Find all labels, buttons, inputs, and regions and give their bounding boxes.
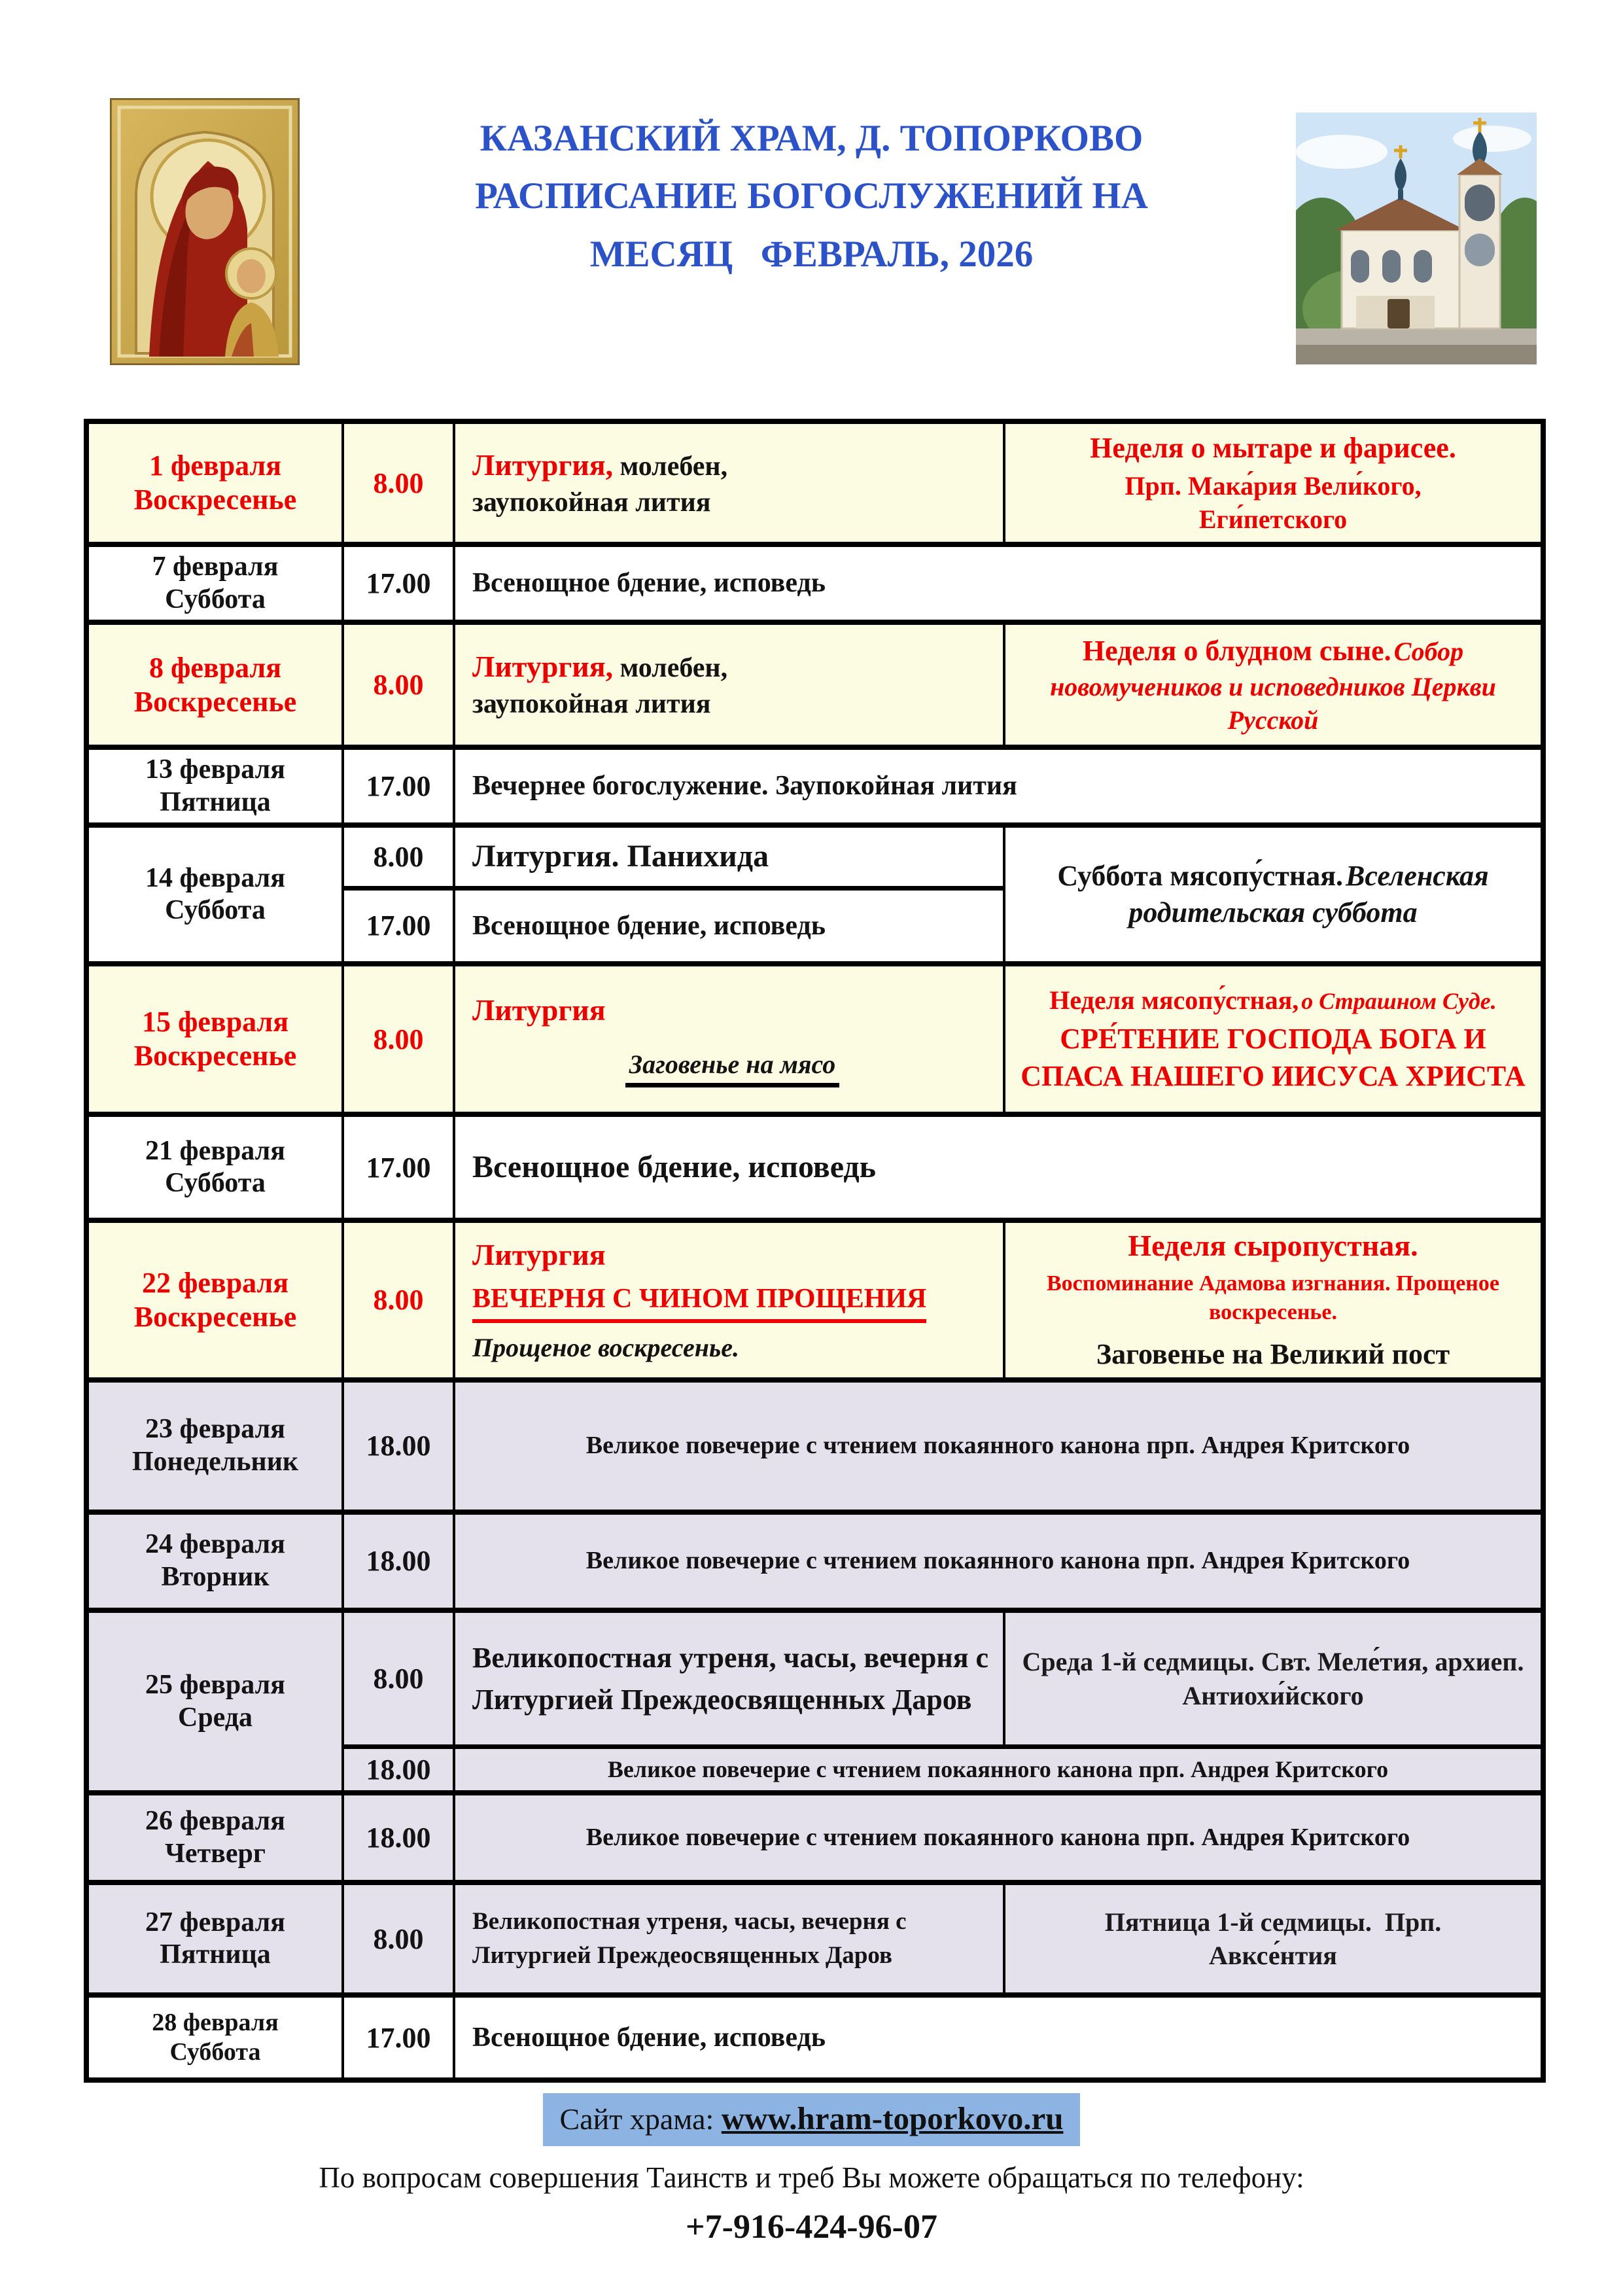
date-text: 24 февраля <box>145 1529 285 1560</box>
feast-title: Пятница 1-й седмицы. Прп. Авксе́нтия <box>1104 1907 1442 1971</box>
service-cell: Великое повечерие с чтением покаянного канона прп. Андрея Критского <box>454 1747 1543 1793</box>
service-extra: молебен, <box>620 451 728 482</box>
date-cell <box>86 964 343 1114</box>
service-cell: Всенощное бдение, исповедь <box>454 888 1004 964</box>
title-line-1: КАЗАНСКИЙ ХРАМ, Д. ТОПОРКОВО <box>480 118 1143 159</box>
weekday-text: Пятница <box>160 786 271 817</box>
feast-cell <box>1004 421 1543 544</box>
time-cell: 8.00 <box>343 622 454 747</box>
time-cell: 8.00 <box>343 825 454 888</box>
service-cell: Вечернее богослужение. Заупокойная лития <box>454 747 1543 825</box>
weekday-text: Понедельник <box>131 1446 299 1477</box>
table-row <box>86 421 1543 544</box>
date-text: 27 февраля <box>145 1907 285 1937</box>
time-cell: 18.00 <box>343 1380 454 1512</box>
table-row <box>86 747 1543 825</box>
feast-title: Неделя сыропустная. <box>1128 1229 1418 1263</box>
service-main: Литургия, <box>472 448 614 482</box>
feast-subtitle: Воспоминание Адамова изгнания. Прощеное воскресенье. <box>1047 1271 1499 1325</box>
service-cell: Великое повечерие с чтением покаянного канона прп. Андрея Критского <box>454 1512 1543 1610</box>
weekday-text: Суббота <box>169 2038 261 2066</box>
service-cell <box>454 964 1004 1114</box>
site-highlight <box>543 2093 1081 2146</box>
service-main: Литургия, <box>472 650 614 684</box>
phone-number: +7-916-424-96-07 <box>686 2208 937 2246</box>
service-cell <box>454 1220 1004 1380</box>
service-extra: молебен, <box>620 653 728 684</box>
feast-subtitle <box>1016 469 1530 536</box>
weekday-text: Воскресенье <box>133 685 297 718</box>
table-row <box>86 1882 1543 1995</box>
service-main: Литургия <box>472 1237 606 1271</box>
date-cell <box>86 622 343 747</box>
feast-cell <box>1004 1220 1543 1380</box>
feast-subtitle: Вселенская родительская суббота <box>1128 859 1489 929</box>
service-main: Литургия <box>472 993 606 1027</box>
feast-cell <box>1004 964 1543 1114</box>
date-cell <box>86 1220 343 1380</box>
service-cell: Великопостная утреня, часы, вечерня с Литургией Преждеосвященных Даров <box>454 1882 1004 1995</box>
time-cell: 17.00 <box>343 1114 454 1220</box>
time-cell: 18.00 <box>343 1512 454 1610</box>
feast-cell <box>1004 1882 1543 1995</box>
feast-cell <box>1004 622 1543 747</box>
date-cell <box>86 747 343 825</box>
feast-main: СРЕ́ТЕНИЕ ГОСПОДА БОГА И СПАСА НАШЕГО ИИСУСА ХРИСТА <box>1021 1023 1526 1092</box>
feast-title: Неделя о блудном сыне. <box>1082 635 1391 667</box>
date-cell <box>86 544 343 622</box>
time-cell: 18.00 <box>343 1747 454 1793</box>
weekday-text: Суббота <box>165 1168 266 1199</box>
date-cell <box>86 1610 343 1793</box>
date-text: 13 февраля <box>145 754 285 785</box>
date-text: 26 февраля <box>145 1806 285 1837</box>
date-text: 8 февраля <box>148 651 282 684</box>
time-cell: 8.00 <box>343 421 454 544</box>
service-cell: Великое повечерие с чтением покаянного канона прп. Андрея Критского <box>454 1793 1543 1882</box>
date-cell <box>86 1793 343 1882</box>
service-cell <box>454 622 1004 747</box>
page-title <box>334 110 1289 283</box>
feast-subtitle-line: Прп. Мака́рия Вели́кого, <box>1125 470 1422 501</box>
feast-title-line <box>1016 983 1530 1017</box>
date-text: 1 февраля <box>148 450 282 482</box>
site-label: Сайт храма: <box>559 2102 722 2136</box>
time-cell: 8.00 <box>343 1220 454 1380</box>
feast-cell <box>1004 1610 1543 1747</box>
time-cell: 17.00 <box>343 888 454 964</box>
weekday-text: Воскресенье <box>133 484 297 516</box>
date-text: 25 февраля <box>145 1669 285 1700</box>
feast-title-note: о Страшном Суде. <box>1301 988 1497 1015</box>
feast-subtitle-line: Еги́петского <box>1198 504 1348 535</box>
weekday-text: Вторник <box>161 1561 270 1592</box>
weekday-text: Воскресенье <box>133 1040 297 1072</box>
table-row <box>86 1610 1543 1747</box>
time-cell: 8.00 <box>343 1610 454 1747</box>
date-cell <box>86 1114 343 1220</box>
date-cell <box>86 1512 343 1610</box>
phone-note: По вопросам совершения Таинств и треб Вы можете обращаться по телефону: <box>319 2161 1304 2195</box>
service-cell: Всенощное бдение, исповедь <box>454 1114 1543 1220</box>
title-line-3: МЕСЯЦ ФЕВРАЛЬ, 2026 <box>589 233 1034 275</box>
service-schedule-table <box>84 419 1546 2083</box>
table-row <box>86 1793 1543 1882</box>
date-cell <box>86 1995 343 2080</box>
title-line-2: РАСПИСАНИЕ БОГОСЛУЖЕНИЙ НА <box>475 175 1148 217</box>
table-row <box>86 1380 1543 1512</box>
feast-title: Среда 1-й седмицы. Свт. Меле́тия, архиеп. Антиохи́йского <box>1022 1647 1524 1710</box>
service-cell: Всенощное бдение, исповедь <box>454 544 1543 622</box>
feast-cell <box>1004 825 1543 964</box>
weekday-text: Суббота <box>165 895 266 926</box>
service-extra: заупокойная лития <box>472 689 711 720</box>
date-cell <box>86 421 343 544</box>
table-row <box>86 622 1543 747</box>
date-text: 7 февраля <box>152 552 279 582</box>
time-cell: 17.00 <box>343 747 454 825</box>
weekday-text: Суббота <box>165 584 266 614</box>
date-text: 22 февраля <box>141 1267 289 1299</box>
date-text: 23 февраля <box>145 1414 285 1445</box>
time-cell: 18.00 <box>343 1793 454 1882</box>
date-text: 15 февраля <box>141 1006 289 1038</box>
weekday-text: Среда <box>177 1702 253 1733</box>
kazan-icon-image <box>110 98 300 365</box>
service-note: Прощеное воскресенье. <box>472 1333 739 1363</box>
service-cell: Всенощное бдение, исповедь <box>454 1995 1543 2080</box>
table-row <box>86 825 1543 888</box>
date-text: 14 февраля <box>145 862 285 893</box>
church-photo <box>1296 113 1537 364</box>
feast-note: Заговенье на Великий пост <box>1096 1338 1450 1371</box>
service-cell <box>454 421 1004 544</box>
date-cell <box>86 825 343 964</box>
date-cell <box>86 1882 343 1995</box>
service-extra: заупокойная лития <box>472 487 711 518</box>
table-row <box>86 1995 1543 2080</box>
table-row <box>86 1114 1543 1220</box>
fast-note: Заговенье на мясо <box>625 1048 839 1087</box>
table-row <box>86 1512 1543 1610</box>
weekday-text: Четверг <box>165 1838 266 1869</box>
table-row <box>86 544 1543 622</box>
date-cell <box>86 1380 343 1512</box>
feast-title: Неделя о мытаре и фарисее. <box>1090 431 1456 464</box>
time-cell: 8.00 <box>343 964 454 1114</box>
service-cell: Великое повечерие с чтением покаянного канона прп. Андрея Критского <box>454 1380 1543 1512</box>
service-vespers: ВЕЧЕРНЯ С ЧИНОМ ПРОЩЕНИЯ <box>472 1281 926 1324</box>
site-line <box>0 2093 1623 2146</box>
service-note <box>472 1047 992 1087</box>
date-text: 21 февраля <box>145 1135 285 1166</box>
table-row <box>86 964 1543 1114</box>
feast-subtitle: Собор новомучеников и исповедников Церкви Русской <box>1050 637 1496 735</box>
time-cell: 17.00 <box>343 544 454 622</box>
table-row <box>86 1220 1543 1380</box>
feast-title: Суббота мясопу́стная. <box>1057 859 1344 892</box>
weekday-text: Воскресенье <box>133 1300 297 1333</box>
time-cell: 17.00 <box>343 1995 454 2080</box>
service-cell: Великопостная утреня, часы, вечерня с Литургией Преждеосвященных Даров <box>454 1610 1004 1747</box>
service-cell: Литургия. Панихида <box>454 825 1004 888</box>
page-footer <box>0 2093 1623 2246</box>
feast-title: Неделя мясопу́стная, <box>1049 985 1299 1016</box>
date-text: 28 февраля <box>152 2009 279 2037</box>
weekday-text: Пятница <box>160 1939 271 1970</box>
site-url-link[interactable]: www.hram-toporkovo.ru <box>721 2100 1064 2137</box>
time-cell: 8.00 <box>343 1882 454 1995</box>
page-header <box>0 0 1623 419</box>
